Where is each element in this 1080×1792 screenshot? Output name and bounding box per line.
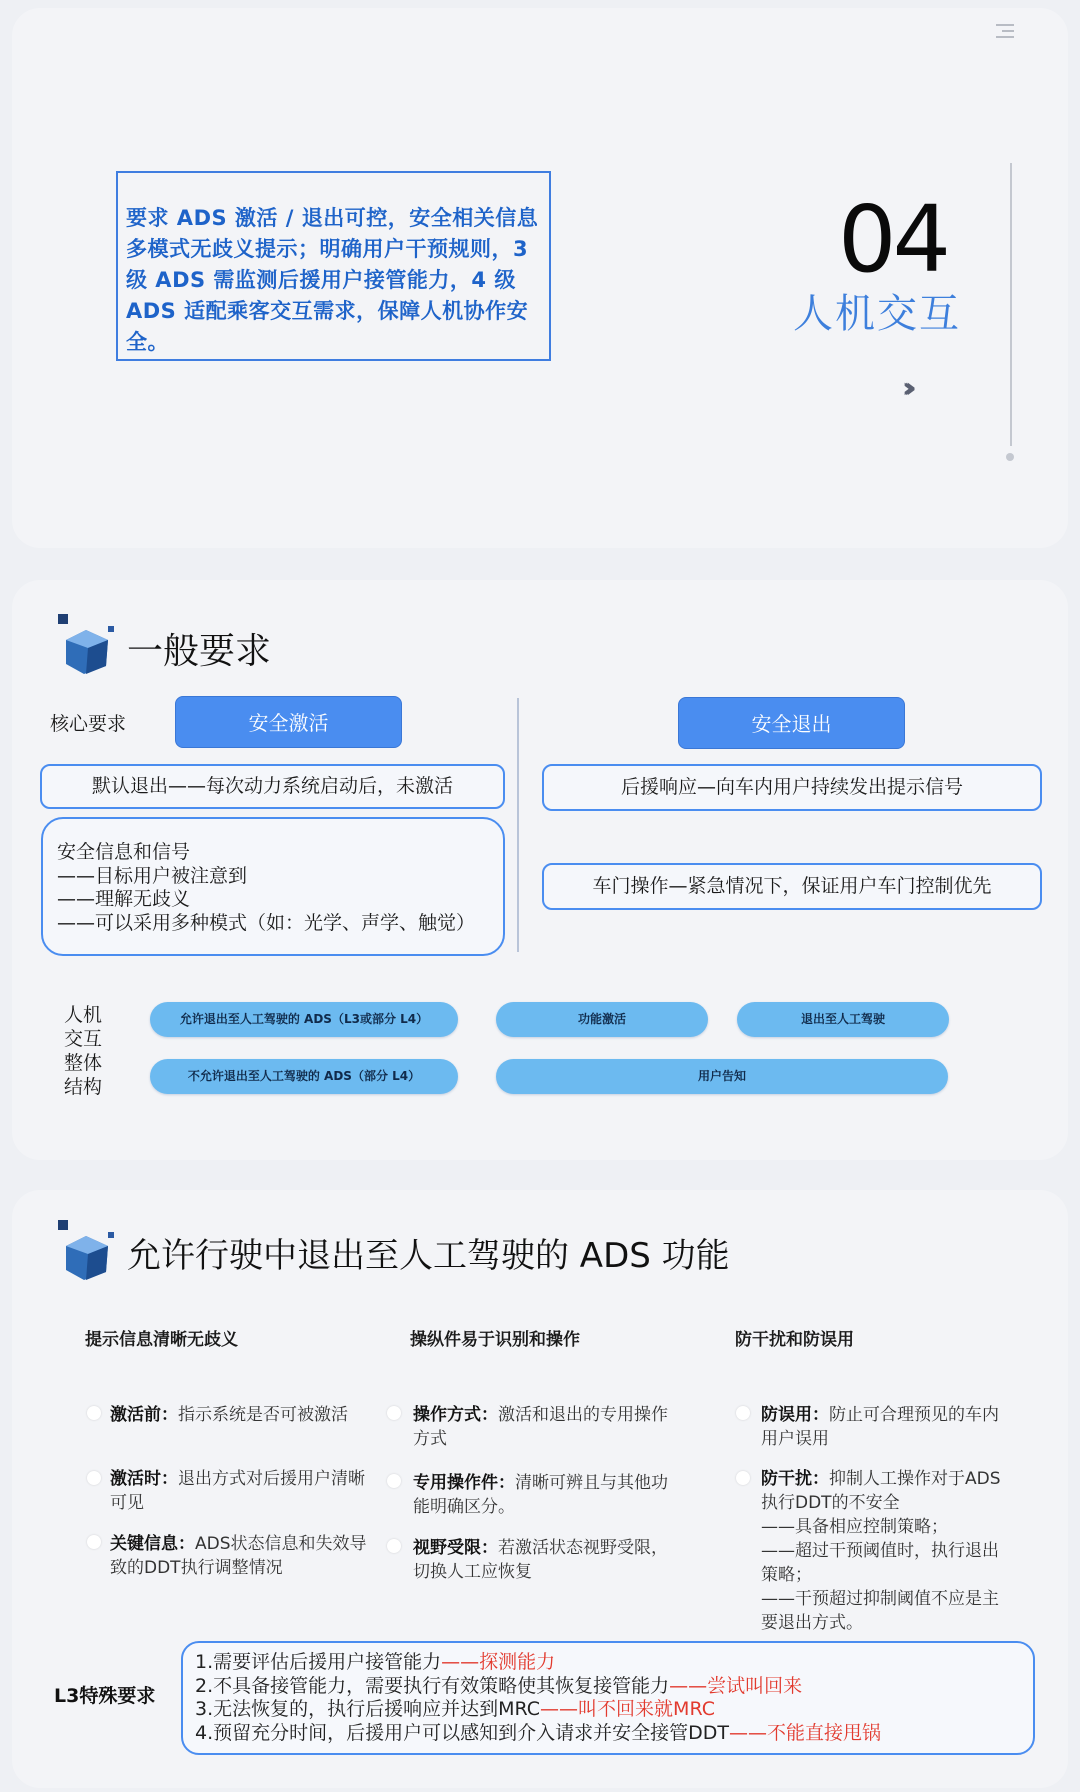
bullet-dot bbox=[87, 1406, 101, 1420]
divider bbox=[1010, 163, 1012, 446]
pill-exit-manual: 退出至人工驾驶 bbox=[737, 1002, 949, 1037]
safety-info-line: 安全信息和信号 bbox=[57, 841, 191, 863]
list-item: 操作方式：激活和退出的专用操作方式 bbox=[413, 1405, 668, 1449]
section-title: 人机交互 bbox=[793, 291, 961, 337]
list-subitem: ——干预超过抑制阈值不应是主要退出方式。 bbox=[761, 1589, 999, 1633]
pill-function-activate: 功能激活 bbox=[496, 1002, 708, 1037]
ads-title: 允许行驶中退出至人工驾驶的 ADS 功能 bbox=[127, 1236, 730, 1276]
list-item: 关键信息：ADS状态信息和失效导致的DDT执行调整情况 bbox=[110, 1534, 367, 1578]
l3-line: 1.需要评估后援用户接管能力——探测能力 bbox=[195, 1651, 556, 1673]
safe-activate-button[interactable]: 安全激活 bbox=[175, 696, 402, 748]
safety-info-line: ——目标用户被注意到 bbox=[57, 864, 248, 887]
safety-info-box bbox=[41, 817, 505, 956]
fallback-response-box: 后援响应—向车内用户持续发出提示信号 bbox=[542, 764, 1042, 811]
menu-icon[interactable] bbox=[996, 24, 1014, 42]
pill-allow-exit: 允许退出至人工驾驶的 ADS（L3或部分 L4） bbox=[150, 1002, 458, 1037]
list-item: 激活前：指示系统是否可被激活 bbox=[110, 1405, 348, 1425]
bullet-dot bbox=[736, 1471, 750, 1485]
list-subitem: ——具备相应控制策略； bbox=[761, 1517, 948, 1537]
list-item: 激活时：退出方式对后援用户清晰可见 bbox=[110, 1469, 365, 1513]
default-exit-box: 默认退出——每次动力系统启动后，未激活 bbox=[40, 764, 505, 809]
l3-label: L3特殊要求 bbox=[54, 1685, 156, 1707]
list-subitem: ——超过干预阈值时，执行退出策略； bbox=[761, 1541, 999, 1585]
list-item: 专用操作件：清晰可辨且与其他功能明确区分。 bbox=[413, 1473, 668, 1517]
structure-label-line: 结构 bbox=[64, 1076, 103, 1098]
section-number: 04 bbox=[838, 186, 948, 293]
safety-info-line: ——理解无歧义 bbox=[57, 888, 191, 910]
l3-requirements-box bbox=[181, 1641, 1035, 1755]
l3-line: 3.无法恢复的，执行后援响应并达到MRC——叫不回来就MRC bbox=[195, 1698, 715, 1720]
safety-info-line: ——可以采用多种模式（如：光学、声学、触觉） bbox=[57, 911, 476, 934]
bullet-dot bbox=[87, 1471, 101, 1485]
column-divider bbox=[517, 698, 519, 952]
bullet-dot bbox=[387, 1406, 401, 1420]
chevron-right-icon[interactable]: ››› bbox=[902, 371, 907, 404]
l3-line: 4.预留充分时间，后援用户可以感知到介入请求并安全接管DDT——不能直接甩锅 bbox=[195, 1721, 882, 1744]
door-operation-box: 车门操作—紧急情况下，保证用户车门控制优先 bbox=[542, 863, 1042, 910]
core-label: 核心要求 bbox=[50, 713, 127, 735]
bullet-dot bbox=[87, 1535, 101, 1549]
cube-icon bbox=[56, 612, 116, 676]
general-title: 一般要求 bbox=[127, 631, 272, 672]
pill-disallow-exit: 不允许退出至人工驾驶的 ADS（部分 L4） bbox=[150, 1059, 458, 1094]
list-item: 视野受限：若激活状态视野受限，切换人工应恢复 bbox=[413, 1538, 668, 1582]
pill-user-notify: 用户告知 bbox=[496, 1059, 948, 1094]
col-head-anti-misuse: 防干扰和防误用 bbox=[735, 1330, 854, 1350]
list-item: 防干扰：抑制人工操作对于ADS执行DDT的不安全 ——具备相应控制策略； ——超过干预阈值时，执行退出策略； ——干预超过抑制阈值不应是主要退出方式。 bbox=[761, 1467, 1011, 1635]
bullet-dot bbox=[387, 1539, 401, 1553]
structure-label-line: 人机 bbox=[64, 1004, 103, 1026]
bullet-dot bbox=[387, 1474, 401, 1488]
col-head-controls: 操纵件易于识别和操作 bbox=[410, 1330, 580, 1350]
l3-line: 2.不具备接管能力，需要执行有效策略使其恢复接管能力——尝试叫回来 bbox=[195, 1674, 803, 1697]
safe-exit-button[interactable]: 安全退出 bbox=[678, 697, 905, 749]
structure-label bbox=[64, 1003, 104, 1099]
cube-icon bbox=[56, 1218, 116, 1282]
bullet-dot bbox=[736, 1406, 750, 1420]
divider-dot bbox=[1006, 453, 1014, 461]
structure-label-line: 整体 bbox=[64, 1052, 103, 1074]
list-item: 防误用：防止可合理预见的车内用户误用 bbox=[761, 1405, 999, 1449]
col-head-clear-info: 提示信息清晰无歧义 bbox=[85, 1330, 238, 1350]
summary-box: 要求 ADS 激活 / 退出可控，安全相关信息多模式无歧义提示；明确用户干预规则，3 级 ADS 需监测后援用户接管能力，4 级 ADS 适配乘客交互需求，保障人机协作安全。 bbox=[116, 171, 551, 361]
structure-label-line: 交互 bbox=[64, 1028, 103, 1050]
